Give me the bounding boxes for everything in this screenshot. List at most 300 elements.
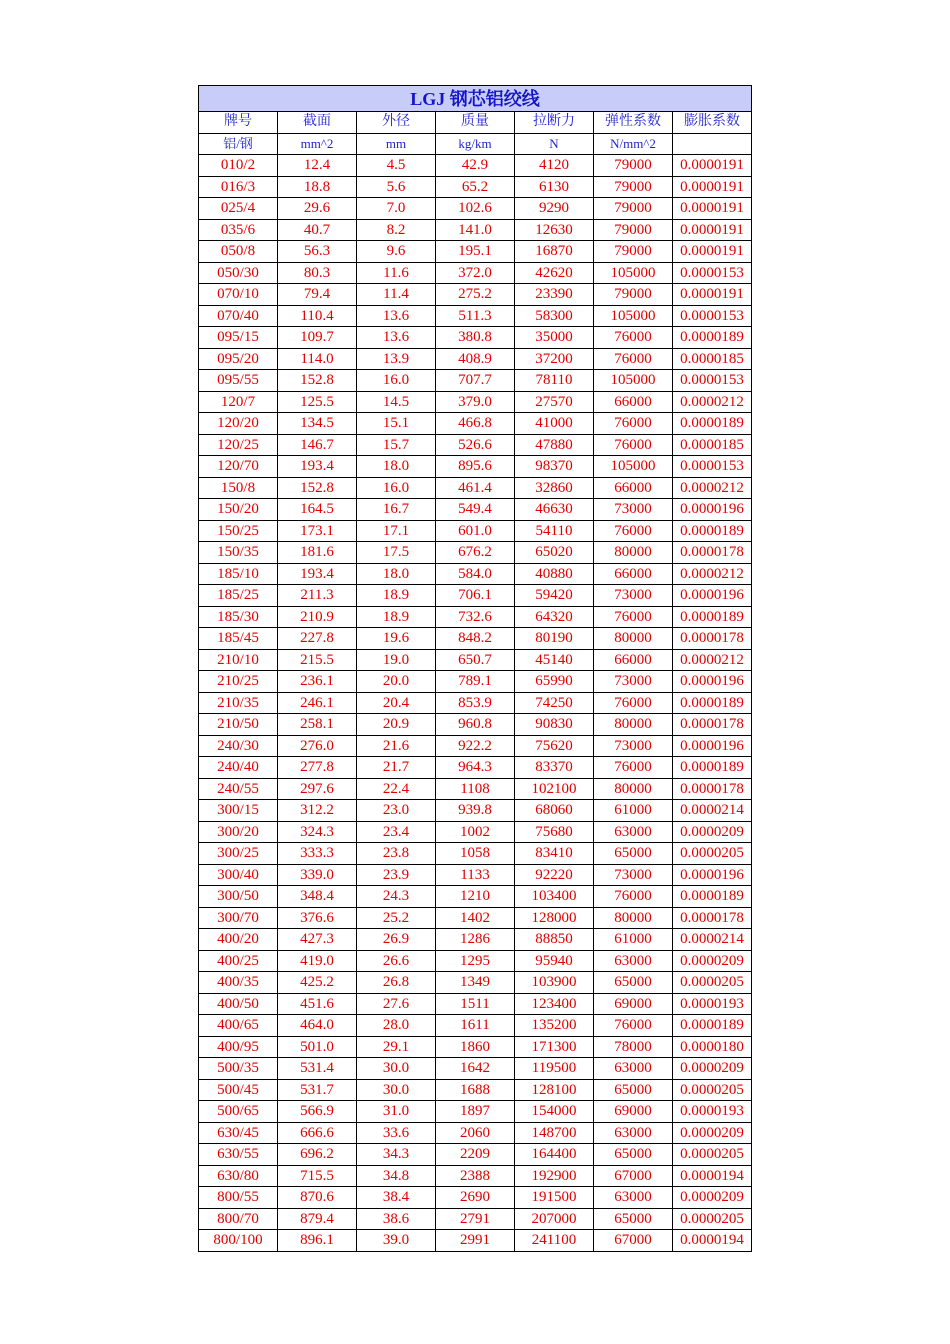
cell-elastic-modulus: 63000 xyxy=(594,821,673,843)
cell-grade: 300/50 xyxy=(199,886,278,908)
cell-diameter: 24.3 xyxy=(357,886,436,908)
table-row xyxy=(199,585,752,607)
cell-grade: 400/25 xyxy=(199,950,278,972)
cell-diameter: 18.9 xyxy=(357,606,436,628)
table-row xyxy=(199,1208,752,1230)
cell-section: 211.3 xyxy=(278,585,357,607)
cell-expansion-coefficient: 0.0000209 xyxy=(673,1187,752,1209)
table-row xyxy=(199,241,752,263)
cell-grade: 210/35 xyxy=(199,692,278,714)
cell-elastic-modulus: 105000 xyxy=(594,370,673,392)
cell-section: 324.3 xyxy=(278,821,357,843)
cell-mass: 141.0 xyxy=(436,219,515,241)
cell-elastic-modulus: 80000 xyxy=(594,714,673,736)
table-row xyxy=(199,1036,752,1058)
table-row xyxy=(199,348,752,370)
cell-mass: 1642 xyxy=(436,1058,515,1080)
cell-breaking-force: 128100 xyxy=(515,1079,594,1101)
table-row xyxy=(199,1187,752,1209)
unit-diameter: mm xyxy=(357,133,436,155)
cell-elastic-modulus: 63000 xyxy=(594,1122,673,1144)
cell-grade: 630/80 xyxy=(199,1165,278,1187)
cell-expansion-coefficient: 0.0000196 xyxy=(673,499,752,521)
cell-mass: 102.6 xyxy=(436,198,515,220)
cell-expansion-coefficient: 0.0000209 xyxy=(673,1058,752,1080)
cell-expansion-coefficient: 0.0000205 xyxy=(673,1144,752,1166)
cell-diameter: 15.7 xyxy=(357,434,436,456)
cell-expansion-coefficient: 0.0000191 xyxy=(673,219,752,241)
cell-expansion-coefficient: 0.0000209 xyxy=(673,950,752,972)
cell-diameter: 18.9 xyxy=(357,585,436,607)
cell-elastic-modulus: 61000 xyxy=(594,929,673,951)
table-row xyxy=(199,327,752,349)
table-row xyxy=(199,198,752,220)
cell-expansion-coefficient: 0.0000189 xyxy=(673,1015,752,1037)
cell-breaking-force: 6130 xyxy=(515,176,594,198)
cell-elastic-modulus: 67000 xyxy=(594,1165,673,1187)
cell-expansion-coefficient: 0.0000189 xyxy=(673,520,752,542)
cell-grade: 150/35 xyxy=(199,542,278,564)
cell-section: 109.7 xyxy=(278,327,357,349)
cell-section: 146.7 xyxy=(278,434,357,456)
cell-breaking-force: 98370 xyxy=(515,456,594,478)
cell-expansion-coefficient: 0.0000180 xyxy=(673,1036,752,1058)
cell-breaking-force: 74250 xyxy=(515,692,594,714)
table-row xyxy=(199,993,752,1015)
cell-grade: 300/40 xyxy=(199,864,278,886)
cell-mass: 1897 xyxy=(436,1101,515,1123)
cell-elastic-modulus: 63000 xyxy=(594,1187,673,1209)
cell-expansion-coefficient: 0.0000194 xyxy=(673,1230,752,1252)
cell-breaking-force: 92220 xyxy=(515,864,594,886)
cell-grade: 800/55 xyxy=(199,1187,278,1209)
table-row xyxy=(199,499,752,521)
cell-elastic-modulus: 65000 xyxy=(594,843,673,865)
cell-diameter: 28.0 xyxy=(357,1015,436,1037)
header-breaking-force: 拉断力 xyxy=(515,112,594,134)
cell-elastic-modulus: 76000 xyxy=(594,348,673,370)
cell-diameter: 8.2 xyxy=(357,219,436,241)
cell-breaking-force: 40880 xyxy=(515,563,594,585)
cell-elastic-modulus: 63000 xyxy=(594,950,673,972)
cell-elastic-modulus: 78000 xyxy=(594,1036,673,1058)
cell-expansion-coefficient: 0.0000212 xyxy=(673,477,752,499)
cell-elastic-modulus: 105000 xyxy=(594,305,673,327)
cell-breaking-force: 90830 xyxy=(515,714,594,736)
cell-mass: 2690 xyxy=(436,1187,515,1209)
cell-expansion-coefficient: 0.0000189 xyxy=(673,692,752,714)
cell-expansion-coefficient: 0.0000191 xyxy=(673,155,752,177)
cell-diameter: 38.4 xyxy=(357,1187,436,1209)
cell-elastic-modulus: 66000 xyxy=(594,477,673,499)
cell-grade: 240/40 xyxy=(199,757,278,779)
cell-breaking-force: 207000 xyxy=(515,1208,594,1230)
cell-elastic-modulus: 67000 xyxy=(594,1230,673,1252)
cell-section: 297.6 xyxy=(278,778,357,800)
cell-breaking-force: 59420 xyxy=(515,585,594,607)
cell-grade: 400/35 xyxy=(199,972,278,994)
cell-diameter: 27.6 xyxy=(357,993,436,1015)
table-row xyxy=(199,821,752,843)
cell-grade: 400/65 xyxy=(199,1015,278,1037)
cell-section: 210.9 xyxy=(278,606,357,628)
cell-section: 715.5 xyxy=(278,1165,357,1187)
cell-breaking-force: 58300 xyxy=(515,305,594,327)
cell-expansion-coefficient: 0.0000205 xyxy=(673,1079,752,1101)
cell-diameter: 23.9 xyxy=(357,864,436,886)
cell-grade: 070/10 xyxy=(199,284,278,306)
cell-mass: 789.1 xyxy=(436,671,515,693)
cell-breaking-force: 123400 xyxy=(515,993,594,1015)
cell-breaking-force: 27570 xyxy=(515,391,594,413)
table-row xyxy=(199,843,752,865)
cell-breaking-force: 4120 xyxy=(515,155,594,177)
table-row xyxy=(199,155,752,177)
cell-section: 339.0 xyxy=(278,864,357,886)
cell-section: 80.3 xyxy=(278,262,357,284)
title-row xyxy=(199,86,752,112)
cell-mass: 895.6 xyxy=(436,456,515,478)
cell-diameter: 16.0 xyxy=(357,477,436,499)
cell-elastic-modulus: 79000 xyxy=(594,176,673,198)
table-row xyxy=(199,757,752,779)
cell-expansion-coefficient: 0.0000212 xyxy=(673,391,752,413)
cell-diameter: 30.0 xyxy=(357,1058,436,1080)
cell-mass: 549.4 xyxy=(436,499,515,521)
unit-section: mm^2 xyxy=(278,133,357,155)
cell-grade: 240/30 xyxy=(199,735,278,757)
cell-grade: 120/7 xyxy=(199,391,278,413)
table-row xyxy=(199,1122,752,1144)
cell-mass: 707.7 xyxy=(436,370,515,392)
lgj-spec-table xyxy=(198,85,752,1252)
cell-breaking-force: 83370 xyxy=(515,757,594,779)
cell-diameter: 7.0 xyxy=(357,198,436,220)
cell-mass: 42.9 xyxy=(436,155,515,177)
cell-mass: 380.8 xyxy=(436,327,515,349)
cell-breaking-force: 148700 xyxy=(515,1122,594,1144)
cell-section: 276.0 xyxy=(278,735,357,757)
header-diameter: 外径 xyxy=(357,112,436,134)
cell-elastic-modulus: 79000 xyxy=(594,198,673,220)
cell-elastic-modulus: 66000 xyxy=(594,391,673,413)
table-row xyxy=(199,1101,752,1123)
cell-section: 425.2 xyxy=(278,972,357,994)
cell-mass: 732.6 xyxy=(436,606,515,628)
cell-breaking-force: 192900 xyxy=(515,1165,594,1187)
cell-mass: 461.4 xyxy=(436,477,515,499)
cell-grade: 300/25 xyxy=(199,843,278,865)
cell-expansion-coefficient: 0.0000178 xyxy=(673,628,752,650)
header-mass: 质量 xyxy=(436,112,515,134)
cell-diameter: 4.5 xyxy=(357,155,436,177)
cell-elastic-modulus: 65000 xyxy=(594,1208,673,1230)
cell-section: 193.4 xyxy=(278,563,357,585)
cell-grade: 300/70 xyxy=(199,907,278,929)
cell-grade: 070/40 xyxy=(199,305,278,327)
cell-grade: 120/25 xyxy=(199,434,278,456)
cell-breaking-force: 45140 xyxy=(515,649,594,671)
cell-mass: 1210 xyxy=(436,886,515,908)
unit-elastic-modulus: N/mm^2 xyxy=(594,133,673,155)
cell-section: 40.7 xyxy=(278,219,357,241)
table-row xyxy=(199,886,752,908)
cell-mass: 1688 xyxy=(436,1079,515,1101)
cell-diameter: 21.6 xyxy=(357,735,436,757)
unit-expansion-coefficient xyxy=(673,133,752,155)
cell-diameter: 20.0 xyxy=(357,671,436,693)
cell-grade: 800/100 xyxy=(199,1230,278,1252)
cell-grade: 500/45 xyxy=(199,1079,278,1101)
cell-breaking-force: 135200 xyxy=(515,1015,594,1037)
table-row xyxy=(199,864,752,886)
table-row xyxy=(199,520,752,542)
cell-elastic-modulus: 79000 xyxy=(594,219,673,241)
cell-section: 870.6 xyxy=(278,1187,357,1209)
cell-elastic-modulus: 76000 xyxy=(594,692,673,714)
cell-breaking-force: 47880 xyxy=(515,434,594,456)
cell-expansion-coefficient: 0.0000214 xyxy=(673,800,752,822)
cell-diameter: 25.2 xyxy=(357,907,436,929)
cell-expansion-coefficient: 0.0000194 xyxy=(673,1165,752,1187)
cell-section: 193.4 xyxy=(278,456,357,478)
cell-breaking-force: 103900 xyxy=(515,972,594,994)
table-row xyxy=(199,456,752,478)
cell-elastic-modulus: 76000 xyxy=(594,757,673,779)
table-row xyxy=(199,950,752,972)
cell-mass: 1511 xyxy=(436,993,515,1015)
cell-expansion-coefficient: 0.0000189 xyxy=(673,413,752,435)
cell-diameter: 14.5 xyxy=(357,391,436,413)
cell-section: 173.1 xyxy=(278,520,357,542)
cell-diameter: 22.4 xyxy=(357,778,436,800)
cell-breaking-force: 65020 xyxy=(515,542,594,564)
cell-mass: 1402 xyxy=(436,907,515,929)
cell-section: 114.0 xyxy=(278,348,357,370)
cell-grade: 095/20 xyxy=(199,348,278,370)
cell-breaking-force: 171300 xyxy=(515,1036,594,1058)
cell-diameter: 13.6 xyxy=(357,305,436,327)
cell-expansion-coefficient: 0.0000196 xyxy=(673,585,752,607)
cell-section: 879.4 xyxy=(278,1208,357,1230)
cell-expansion-coefficient: 0.0000205 xyxy=(673,1208,752,1230)
cell-grade: 025/4 xyxy=(199,198,278,220)
unit-mass: kg/km xyxy=(436,133,515,155)
cell-diameter: 34.3 xyxy=(357,1144,436,1166)
cell-elastic-modulus: 69000 xyxy=(594,1101,673,1123)
cell-grade: 095/15 xyxy=(199,327,278,349)
table-row xyxy=(199,649,752,671)
cell-mass: 2209 xyxy=(436,1144,515,1166)
cell-mass: 526.6 xyxy=(436,434,515,456)
cell-grade: 210/50 xyxy=(199,714,278,736)
cell-grade: 500/35 xyxy=(199,1058,278,1080)
cell-section: 531.4 xyxy=(278,1058,357,1080)
cell-breaking-force: 241100 xyxy=(515,1230,594,1252)
table-row xyxy=(199,628,752,650)
cell-grade: 300/15 xyxy=(199,800,278,822)
table-row xyxy=(199,972,752,994)
header-elastic-modulus: 弹性系数 xyxy=(594,112,673,134)
table-row xyxy=(199,391,752,413)
cell-diameter: 5.6 xyxy=(357,176,436,198)
cell-mass: 511.3 xyxy=(436,305,515,327)
cell-expansion-coefficient: 0.0000196 xyxy=(673,864,752,886)
cell-grade: 185/30 xyxy=(199,606,278,628)
cell-mass: 2388 xyxy=(436,1165,515,1187)
cell-expansion-coefficient: 0.0000193 xyxy=(673,993,752,1015)
cell-expansion-coefficient: 0.0000153 xyxy=(673,456,752,478)
cell-elastic-modulus: 80000 xyxy=(594,907,673,929)
cell-mass: 960.8 xyxy=(436,714,515,736)
header-section: 截面 xyxy=(278,112,357,134)
cell-breaking-force: 23390 xyxy=(515,284,594,306)
cell-mass: 379.0 xyxy=(436,391,515,413)
cell-expansion-coefficient: 0.0000212 xyxy=(673,649,752,671)
cell-expansion-coefficient: 0.0000178 xyxy=(673,714,752,736)
cell-grade: 120/70 xyxy=(199,456,278,478)
cell-expansion-coefficient: 0.0000153 xyxy=(673,305,752,327)
cell-diameter: 23.0 xyxy=(357,800,436,822)
cell-breaking-force: 80190 xyxy=(515,628,594,650)
cell-diameter: 15.1 xyxy=(357,413,436,435)
table-body xyxy=(199,86,752,1252)
cell-elastic-modulus: 63000 xyxy=(594,1058,673,1080)
cell-elastic-modulus: 76000 xyxy=(594,413,673,435)
cell-diameter: 20.9 xyxy=(357,714,436,736)
cell-section: 181.6 xyxy=(278,542,357,564)
cell-grade: 150/8 xyxy=(199,477,278,499)
cell-section: 134.5 xyxy=(278,413,357,435)
cell-section: 258.1 xyxy=(278,714,357,736)
cell-section: 56.3 xyxy=(278,241,357,263)
cell-diameter: 23.4 xyxy=(357,821,436,843)
cell-grade: 185/45 xyxy=(199,628,278,650)
table-row xyxy=(199,477,752,499)
cell-section: 696.2 xyxy=(278,1144,357,1166)
cell-breaking-force: 32860 xyxy=(515,477,594,499)
unit-row xyxy=(199,133,752,155)
cell-mass: 939.8 xyxy=(436,800,515,822)
cell-expansion-coefficient: 0.0000205 xyxy=(673,843,752,865)
cell-expansion-coefficient: 0.0000189 xyxy=(673,327,752,349)
cell-grade: 150/20 xyxy=(199,499,278,521)
cell-elastic-modulus: 73000 xyxy=(594,499,673,521)
cell-grade: 185/25 xyxy=(199,585,278,607)
cell-section: 277.8 xyxy=(278,757,357,779)
cell-breaking-force: 191500 xyxy=(515,1187,594,1209)
table-row xyxy=(199,413,752,435)
cell-grade: 210/25 xyxy=(199,671,278,693)
table-row xyxy=(199,434,752,456)
cell-elastic-modulus: 66000 xyxy=(594,649,673,671)
cell-elastic-modulus: 80000 xyxy=(594,628,673,650)
cell-expansion-coefficient: 0.0000191 xyxy=(673,176,752,198)
table-title: LGJ 钢芯铝绞线 xyxy=(199,86,752,112)
cell-section: 312.2 xyxy=(278,800,357,822)
cell-elastic-modulus: 69000 xyxy=(594,993,673,1015)
cell-breaking-force: 78110 xyxy=(515,370,594,392)
cell-diameter: 30.0 xyxy=(357,1079,436,1101)
cell-elastic-modulus: 73000 xyxy=(594,864,673,886)
table-row xyxy=(199,305,752,327)
cell-mass: 1860 xyxy=(436,1036,515,1058)
cell-expansion-coefficient: 0.0000185 xyxy=(673,434,752,456)
cell-expansion-coefficient: 0.0000196 xyxy=(673,671,752,693)
cell-grade: 210/10 xyxy=(199,649,278,671)
cell-expansion-coefficient: 0.0000178 xyxy=(673,778,752,800)
cell-breaking-force: 41000 xyxy=(515,413,594,435)
cell-grade: 150/25 xyxy=(199,520,278,542)
cell-section: 110.4 xyxy=(278,305,357,327)
table-row xyxy=(199,284,752,306)
cell-breaking-force: 75620 xyxy=(515,735,594,757)
cell-mass: 650.7 xyxy=(436,649,515,671)
cell-mass: 2060 xyxy=(436,1122,515,1144)
cell-mass: 275.2 xyxy=(436,284,515,306)
table-row xyxy=(199,219,752,241)
cell-breaking-force: 16870 xyxy=(515,241,594,263)
cell-grade: 240/55 xyxy=(199,778,278,800)
cell-breaking-force: 102100 xyxy=(515,778,594,800)
cell-grade: 630/45 xyxy=(199,1122,278,1144)
cell-grade: 400/50 xyxy=(199,993,278,1015)
table-row xyxy=(199,778,752,800)
cell-diameter: 16.7 xyxy=(357,499,436,521)
cell-grade: 050/8 xyxy=(199,241,278,263)
cell-diameter: 26.6 xyxy=(357,950,436,972)
cell-section: 376.6 xyxy=(278,907,357,929)
cell-section: 152.8 xyxy=(278,477,357,499)
cell-expansion-coefficient: 0.0000196 xyxy=(673,735,752,757)
cell-section: 419.0 xyxy=(278,950,357,972)
cell-diameter: 16.0 xyxy=(357,370,436,392)
cell-diameter: 9.6 xyxy=(357,241,436,263)
header-row xyxy=(199,112,752,134)
cell-mass: 964.3 xyxy=(436,757,515,779)
cell-mass: 1611 xyxy=(436,1015,515,1037)
cell-diameter: 20.4 xyxy=(357,692,436,714)
cell-mass: 65.2 xyxy=(436,176,515,198)
cell-section: 531.7 xyxy=(278,1079,357,1101)
cell-mass: 408.9 xyxy=(436,348,515,370)
table-row xyxy=(199,176,752,198)
table-row xyxy=(199,563,752,585)
cell-section: 79.4 xyxy=(278,284,357,306)
cell-expansion-coefficient: 0.0000191 xyxy=(673,241,752,263)
cell-section: 236.1 xyxy=(278,671,357,693)
cell-elastic-modulus: 80000 xyxy=(594,542,673,564)
cell-section: 348.4 xyxy=(278,886,357,908)
cell-grade: 035/6 xyxy=(199,219,278,241)
cell-mass: 2991 xyxy=(436,1230,515,1252)
cell-grade: 800/70 xyxy=(199,1208,278,1230)
cell-expansion-coefficient: 0.0000178 xyxy=(673,907,752,929)
cell-section: 333.3 xyxy=(278,843,357,865)
cell-grade: 016/3 xyxy=(199,176,278,198)
cell-mass: 922.2 xyxy=(436,735,515,757)
cell-grade: 095/55 xyxy=(199,370,278,392)
cell-expansion-coefficient: 0.0000209 xyxy=(673,821,752,843)
cell-elastic-modulus: 65000 xyxy=(594,1144,673,1166)
cell-section: 566.9 xyxy=(278,1101,357,1123)
cell-expansion-coefficient: 0.0000205 xyxy=(673,972,752,994)
cell-diameter: 21.7 xyxy=(357,757,436,779)
cell-breaking-force: 154000 xyxy=(515,1101,594,1123)
cell-mass: 372.0 xyxy=(436,262,515,284)
cell-diameter: 23.8 xyxy=(357,843,436,865)
cell-grade: 400/95 xyxy=(199,1036,278,1058)
